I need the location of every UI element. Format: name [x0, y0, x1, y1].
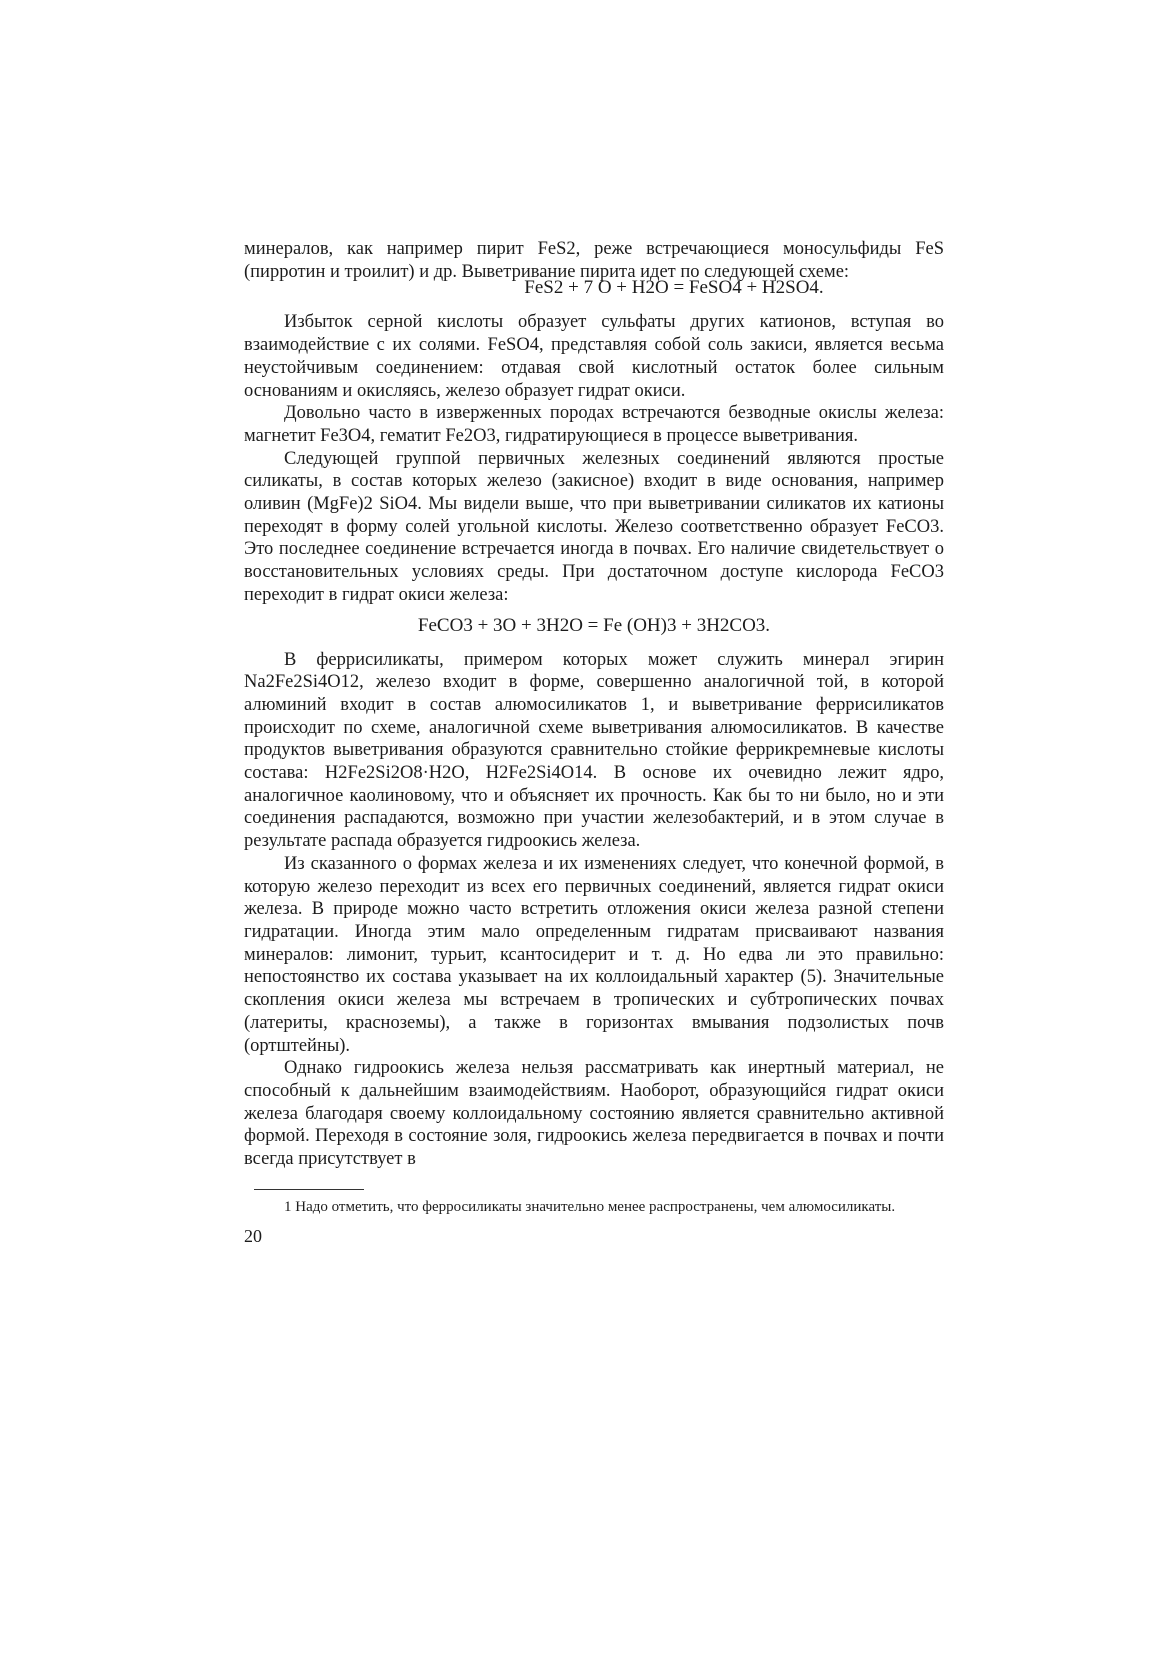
formula-siderite-oxidation: FeCO3 + 3O + 3H2O = Fe (OH)3 + 3H2CO3. [417, 614, 771, 636]
paragraph-ferrisilicates: В феррисиликаты, примером которых может служить минерал эгирин Na2Fe2Si4O12, железо входит в форме, совершенно аналогичной той, в которой алюминий входит в состав алюмосиликатов 1, и выветривание феррисиликатов происходит по схеме, аналогичной схеме выветривания алюмосиликатов. В качестве продуктов выветривания образуются сравнительно стойкие феррикремневые кислоты состава: H2Fe2Si2O8·H2O, H2Fe2Si4O14. В основе их очевидно лежит ядро, аналогичное каолиновому, что и объясняет их прочность. Как бы то ни было, но и эти соединения распадаются, возможно при участии железобактерий, и в этом случае в результате распада образуется гидроокись железа. [244, 649, 944, 852]
paragraph-iron-hydroxide-activity: Однако гидроокись железа нельзя рассматривать как инертный материал, не способный к дальнейшим взаимодействиям. Наоборот, образующийся гидрат окиси железа благодаря своему коллоидальному состоянию является сравнительно активной формой. Переходя в состояние золя, гидроокись железа передвигается в почвах и почти всегда присутствует в [244, 1058, 944, 1170]
book-page [244, 238, 944, 1247]
paragraph-sulfuric-acid: Избыток серной кислоты образует сульфаты других катионов, вступая во взаимодействие с их солями. FeSO4, представляя собой соль закиси, является весьма неустойчивым соединением: отдавая свой кислотный остаток более сильным основаниям и окисляясь, железо образует гидрат окиси. [244, 312, 944, 401]
paragraph-anhydrous-oxides: Довольно часто в изверженных породах встречаются безводные окислы железа: магнетит Fe3O4, гематит Fe2O3, гидратирующиеся в процессе выветривания. [244, 403, 944, 446]
footnote-divider [254, 1189, 364, 1190]
paragraph-iron-hydroxide-forms: Из сказанного о формах железа и их изменениях следует, что конечной формой, в которую железо переходит из всех его первичных соединений, является гидрат окиси железа. В природе можно часто встретить отложения окиси железа разной степени гидратации. Иногда этим мало определенным гидратам присваивают названия минералов: лимонит, турьит, ксантосидерит и т. д. Но едва ли это правильно: непостоянство их состава указывает на их коллоидальный характер (5). Значительные скопления окиси железа мы встречаем в тропических и субтропических почвах (латериты, красноземы), а также в горизонтах вмывания подзолистых почв (ортштейны). [244, 853, 944, 1056]
paragraph-simple-silicates: Следующей группой первичных железных соединений являются простые силикаты, в состав которых железо (закисное) входит в виде основания, например оливин (MgFe)2 SiO4. Мы видели выше, что при выветривании силикатов их катионы переходят в форму солей угольной кислоты. Железо соответственно образует FeCO3. Это последнее соединение встречается иногда в почвах. Его наличие свидетельствует о восстановительных условиях среды. При достаточном доступе кислорода FeCO3 переходит в гидрат окиси железа: [244, 448, 944, 605]
footnote: 1 Надо отметить, что ферросиликаты значительно менее распространены, чем алюмосиликаты. [284, 1198, 896, 1215]
paragraph-pyrite-intro: минералов, как например пирит FeS2, реже встречающиеся моносульфиды FeS (пирротин и троилит) и др. Выветривание пирита идет по следующей схеме: [244, 239, 944, 282]
page-number: 20 [244, 1225, 262, 1246]
formula-pyrite-weathering: FeS2 + 7 O + H2O = FeSO4 + H2SO4. [524, 277, 824, 299]
